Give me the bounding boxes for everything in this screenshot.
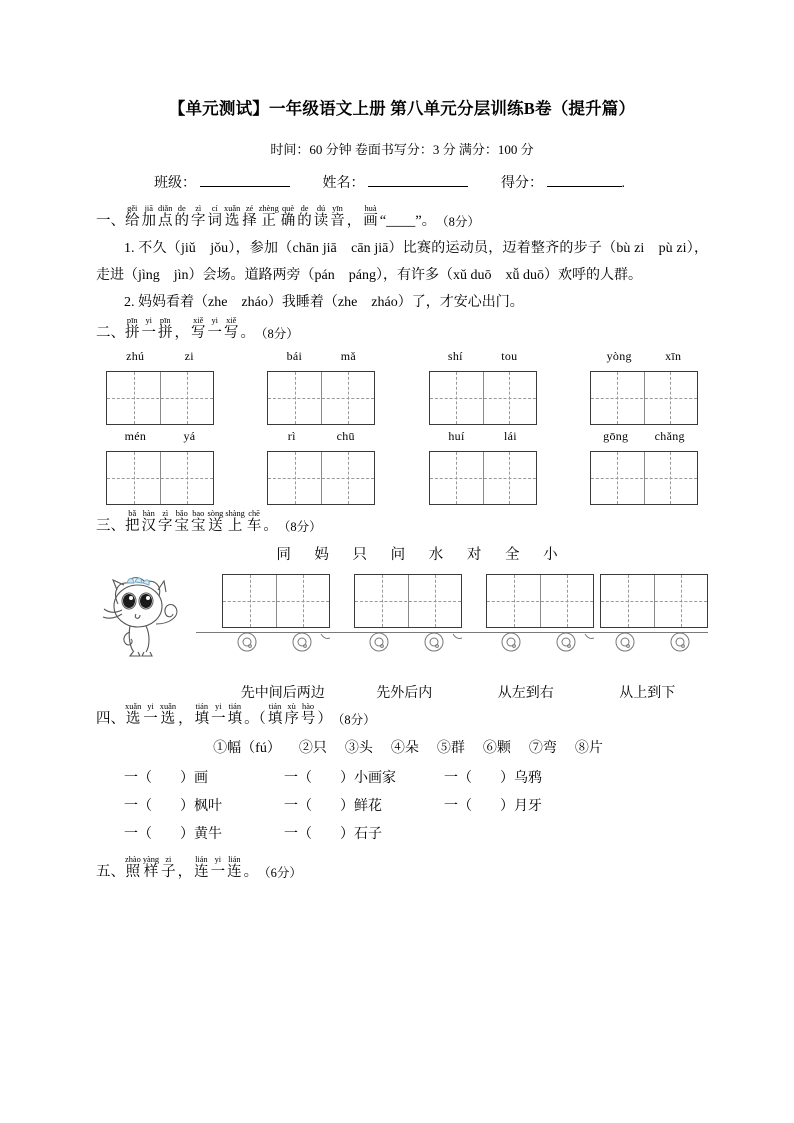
fill-item[interactable]: 一（ ）枫叶: [124, 798, 222, 814]
tianzige-box[interactable]: [267, 451, 375, 505]
tianzige-box[interactable]: [590, 451, 698, 505]
section-1-score: （8分）: [436, 215, 480, 229]
section-2-heading: [96, 316, 708, 341]
stroke-label: 先外后内: [376, 686, 433, 702]
ruby-char: 汉hàn: [141, 508, 156, 534]
section-3-score: （8分）: [277, 519, 322, 534]
pinyin-syllable: yòng: [606, 348, 632, 363]
tianzige-box[interactable]: [106, 451, 214, 505]
ruby-char: 点diǎn: [158, 204, 173, 229]
name-field-label: 姓名：: [322, 176, 365, 191]
tianzige-box[interactable]: [267, 371, 375, 425]
ruby-char: 写xiě: [224, 316, 239, 342]
grid-item: [96, 429, 224, 505]
train-car[interactable]: [486, 574, 594, 628]
ruby-char: ，: [178, 711, 193, 728]
ruby-char: 宝bǎo: [174, 508, 189, 534]
wheel-pair-icon: [354, 632, 462, 658]
stroke-label: 先中间后两边: [240, 686, 325, 702]
section-2-ruby-group: [125, 316, 241, 341]
option-item[interactable]: ①幅（fú）: [213, 740, 281, 756]
ruby-char: 读dú: [313, 204, 329, 229]
score-field-input[interactable]: [547, 186, 622, 187]
ruby-char: 确què: [280, 204, 296, 229]
section-3-tail: 。: [263, 517, 278, 534]
ruby-char: 子zi: [161, 854, 176, 880]
ruby-char: 号hào: [300, 702, 316, 728]
pinyin-pair: [96, 349, 224, 364]
option-item[interactable]: ⑧片: [574, 740, 603, 756]
ruby-char: ，: [174, 325, 189, 342]
option-item[interactable]: ④朵: [390, 740, 419, 756]
worksheet-content: [96, 95, 708, 885]
stroke-label: 从左到右: [497, 686, 554, 702]
pinyin-syllable: bái: [286, 348, 303, 363]
tianzige-box[interactable]: [590, 371, 698, 425]
trailing-dot: .: [621, 176, 625, 191]
option-item[interactable]: ②只: [298, 740, 327, 756]
pinyin-syllable: xīn: [665, 348, 682, 363]
tianzige-box[interactable]: [354, 574, 462, 628]
ruby-char: 填tián: [267, 702, 283, 728]
tianzige-box[interactable]: [429, 451, 537, 505]
fill-item: [444, 821, 604, 849]
tianzige-box[interactable]: [106, 371, 214, 425]
fill-row: [96, 821, 708, 849]
ruby-char: 。（: [244, 711, 266, 728]
ruby-char: 音yīn: [330, 204, 345, 229]
fill-item[interactable]: 一（ ）小画家: [284, 770, 396, 786]
ruby-char: 拼pīn: [158, 316, 173, 342]
stroke-label: 从上到下: [619, 686, 676, 702]
measure-word-options: [96, 737, 708, 757]
ruby-char: 选xuǎn: [125, 702, 142, 728]
pinyin-syllable: mén: [124, 428, 147, 443]
ruby-char: ，: [346, 213, 362, 229]
section-3-heading: [96, 509, 708, 534]
pinyin-pair: [96, 429, 224, 444]
pinyin-syllable: zi: [184, 348, 194, 363]
pinyin-syllable: huí: [448, 428, 465, 443]
ruby-char: 一yi: [141, 316, 156, 342]
fill-item[interactable]: 一（ ）石子: [284, 826, 382, 842]
ruby-char: 字zì: [191, 204, 206, 229]
ruby-char: 车chē: [246, 508, 262, 534]
section-4-ruby-group: [125, 702, 317, 727]
pinyin-pair: [419, 349, 547, 364]
ruby-char: 加jiā: [141, 204, 156, 229]
grid-item: [580, 429, 708, 505]
ruby-char: 填tián: [194, 702, 210, 728]
grid-item: [257, 429, 385, 505]
grid-row-1: [96, 349, 708, 425]
train-car[interactable]: [600, 574, 708, 628]
ruby-char: 一yi: [210, 854, 226, 880]
class-field-label: 班级：: [154, 176, 196, 191]
exam-meta-line: 时间：60 分钟 卷面书写分：3 分 满分：100 分: [270, 142, 534, 157]
pinyin-pair: [580, 349, 708, 364]
ruby-char: 拼pīn: [125, 316, 140, 342]
fill-in-blank-rows: [96, 765, 708, 849]
section-1-question-2: 2. 妈妈看着（zhe zháo）我睡着（zhe zháo）了，才安心出门。: [124, 295, 524, 311]
tianzige-box[interactable]: [222, 574, 330, 628]
fill-item[interactable]: 一（ ）鲜花: [284, 798, 382, 814]
grid-row-2: [96, 429, 708, 505]
train-illustration-area: [96, 572, 708, 680]
fill-item[interactable]: 一（ ）黄牛: [124, 826, 222, 842]
ruby-char: 序xù: [284, 702, 299, 728]
section-3-character-pool: 同 妈 只 问 水 对 全 小: [276, 547, 568, 564]
ruby-char: 正zhèng: [258, 204, 279, 229]
section-4-score: （8分）: [331, 713, 376, 728]
section-1-heading: [96, 204, 708, 229]
ruby-char: 填tián: [227, 702, 243, 728]
section-5-tail: 。: [243, 863, 259, 880]
class-field-input[interactable]: [200, 186, 290, 187]
ruby-char: 宝bao: [191, 508, 206, 534]
ruby-char: 一yi: [143, 702, 158, 728]
section-1-ruby-group: [125, 204, 380, 229]
ruby-char: 选xuǎn: [159, 702, 177, 728]
section-4-heading: [96, 702, 708, 727]
ruby-char: 选xuǎn: [224, 204, 241, 229]
ruby-char: 上shàng: [225, 508, 245, 534]
section-4-number: 四、: [96, 711, 125, 728]
pinyin-syllable: chǎng: [654, 428, 685, 443]
section-2-score: （8分）: [255, 327, 299, 342]
section-5-number: 五、: [96, 863, 125, 880]
ruby-char: 送sòng: [207, 508, 224, 534]
grid-item: [419, 349, 547, 425]
section-4-tail: ）: [317, 711, 332, 728]
ruby-char: 画huà: [363, 204, 378, 229]
score-field-label: 得分：: [501, 176, 543, 191]
option-item[interactable]: ③头: [344, 740, 373, 756]
ruby-char: 把bǎ: [125, 508, 140, 534]
student-fields-line: [96, 172, 708, 192]
section-1-tail: “____”。: [379, 213, 437, 229]
cat-illustration: [100, 574, 186, 658]
option-item[interactable]: ⑥颗: [482, 740, 511, 756]
ruby-char: 的de: [174, 204, 189, 229]
wheel-pair-icon: [486, 632, 594, 658]
ruby-char: 连lián: [194, 854, 209, 880]
ruby-char: 择zé: [242, 204, 257, 229]
pinyin-syllable: zhú: [126, 348, 145, 363]
section-1-question-1: 1. 不久（jiǔ jǒu），参加（chān jiā cān jiā）比赛的运动员，迈着整齐的步子（bù zi pù zi），走进（jìng jìn）会场。道路两旁（pán páng），有许多（xǔ duō xǚ duō）欢呼的人群。: [96, 240, 708, 283]
ruby-char: 字zì: [158, 508, 173, 534]
section-3-number: 三、: [96, 517, 125, 534]
tianzige-box[interactable]: [429, 371, 537, 425]
section-5-score: （6分）: [258, 865, 302, 880]
tianzige-box[interactable]: [486, 574, 594, 628]
ruby-char: 一yi: [207, 316, 222, 342]
grid-item: [580, 349, 708, 425]
option-item[interactable]: ⑤群: [436, 740, 465, 756]
pinyin-pair: [257, 429, 385, 444]
pinyin-syllable: shí: [447, 348, 463, 363]
section-2-number: 二、: [96, 325, 125, 342]
ruby-char: 给gěi: [125, 204, 140, 229]
train-car[interactable]: [222, 574, 330, 628]
section-2-grid-block: [96, 349, 708, 505]
fill-row: [96, 793, 708, 821]
fill-item[interactable]: 一（ ）乌鸦: [444, 770, 542, 786]
ruby-char: 照zhào: [125, 854, 141, 880]
ruby-char: 样yàng: [142, 854, 160, 880]
page-title: 【单元测试】一年级语文上册 第八单元分层训练B卷（提升篇）: [168, 99, 636, 118]
name-field-input[interactable]: [368, 186, 468, 187]
ruby-char: 连lián: [227, 854, 242, 880]
fill-item[interactable]: 一（ ）画: [124, 770, 208, 786]
section-2-tail: 。: [240, 325, 255, 342]
train-car[interactable]: [354, 574, 462, 628]
ruby-char: 写xiě: [191, 316, 206, 342]
section-5-ruby-group: [125, 855, 244, 880]
grid-item: [419, 429, 547, 505]
pinyin-syllable: chū: [336, 428, 355, 443]
pinyin-pair: [257, 349, 385, 364]
grid-item: [257, 349, 385, 425]
ruby-char: ，: [177, 863, 193, 880]
ruby-char: 的de: [297, 204, 312, 229]
stroke-order-labels: [96, 682, 708, 702]
fill-row: [96, 765, 708, 793]
pinyin-syllable: tou: [501, 348, 518, 363]
section-3-ruby-group: [125, 509, 263, 534]
tianzige-box[interactable]: [600, 574, 708, 628]
pinyin-syllable: rì: [287, 428, 296, 443]
pinyin-syllable: yá: [183, 428, 196, 443]
wheel-pair-icon: [600, 632, 708, 658]
pinyin-syllable: lái: [504, 428, 517, 443]
ruby-char: 词cí: [207, 204, 222, 229]
section-1-number: 一、: [96, 213, 125, 229]
fill-item[interactable]: 一（ ）月牙: [444, 798, 542, 814]
ruby-char: 一yi: [211, 702, 226, 728]
grid-item: [96, 349, 224, 425]
pinyin-pair: [419, 429, 547, 444]
train-cars: [222, 574, 708, 660]
section-5-heading: [96, 855, 708, 880]
wheel-pair-icon: [222, 632, 330, 658]
pinyin-pair: [580, 429, 708, 444]
option-item[interactable]: ⑦弯: [528, 740, 557, 756]
pinyin-syllable: gōng: [603, 428, 629, 443]
pinyin-syllable: mǎ: [340, 348, 357, 363]
